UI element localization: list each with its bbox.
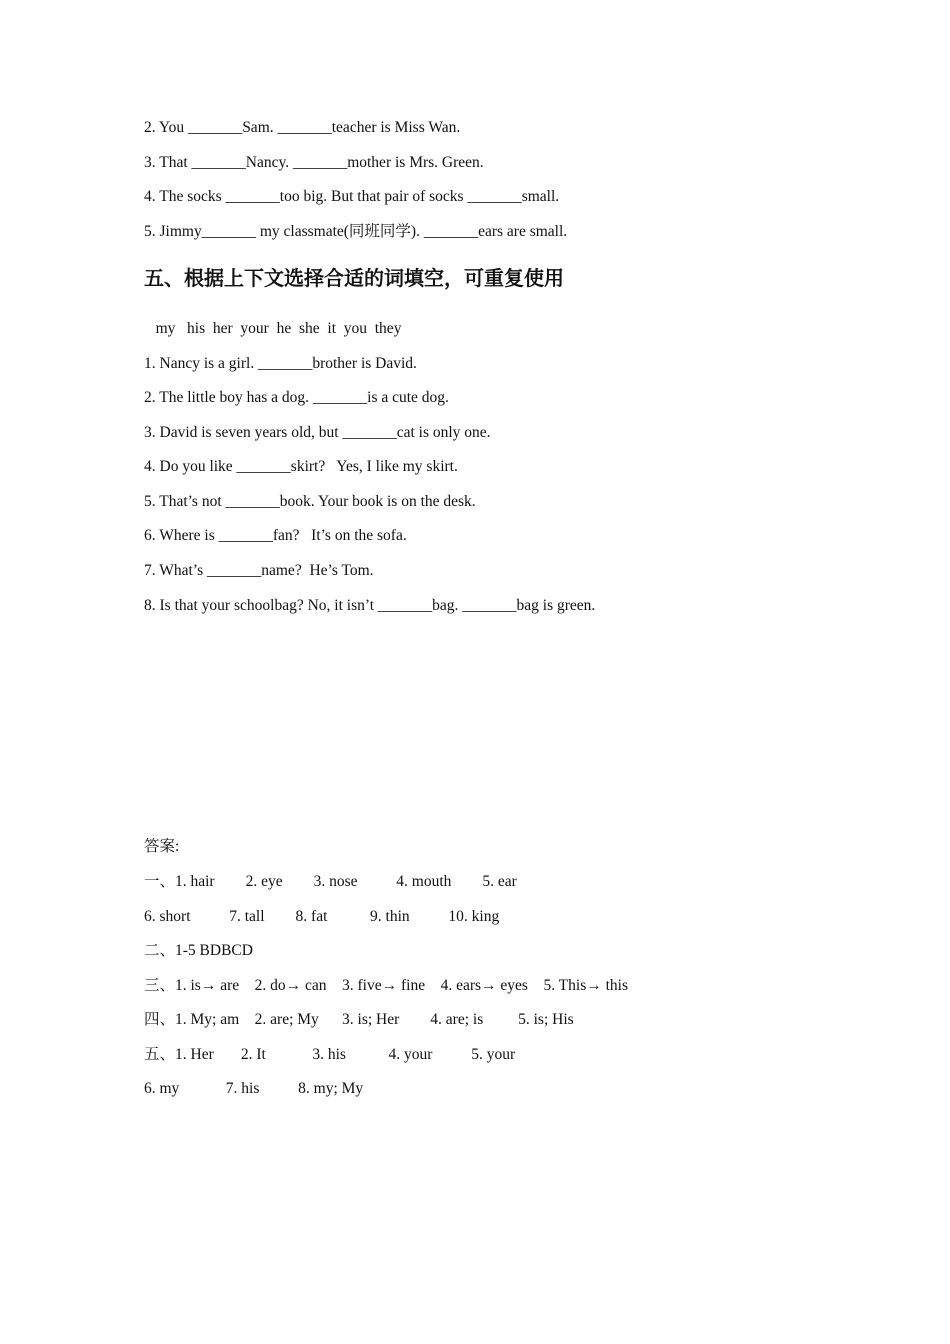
answer-line: 6. short 7. tall 8. fat 9. thin 10. king (144, 908, 500, 925)
answer-line: 一、1. hair 2. eye 3. nose 4. mouth 5. ear (144, 873, 517, 890)
answer-line: 三、1. is→ are 2. do→ can 3. five→ fine 4. ears→ eyes 5. This→ this (144, 977, 629, 994)
section5-title: 五、根据上下文选择合适的词填空，可重复使用 (144, 266, 564, 290)
part4-line: 2. You _______Sam. _______teacher is Miss Wan. (144, 119, 461, 136)
part4-line: 5. Jimmy_______ my classmate(同班同学). _______ears are small. (144, 223, 568, 240)
section5-item: 7. What’s _______name? He’s Tom. (144, 562, 374, 579)
answers-label: 答案: (144, 838, 180, 855)
word-bank: my his her your he she it you they (144, 320, 402, 337)
answer-line: 五、1. Her 2. It 3. his 4. your 5. your (144, 1046, 516, 1063)
section5-item: 5. That’s not _______book. Your book is on the desk. (144, 493, 476, 510)
answer-line: 二、1-5 BDBCD (144, 942, 253, 959)
section5-item: 3. David is seven years old, but _______cat is only one. (144, 424, 491, 441)
section5-item: 2. The little boy has a dog. _______is a cute dog. (144, 389, 449, 406)
section5-item: 6. Where is _______fan? It’s on the sofa. (144, 527, 407, 544)
answer-line: 四、1. My; am 2. are; My 3. is; Her 4. are; is 5. is; His (144, 1011, 574, 1028)
section5-item: 8. Is that your schoolbag? No, it isn’t _______bag. _______bag is green. (144, 597, 596, 614)
part4-line: 3. That _______Nancy. _______mother is Mrs. Green. (144, 154, 484, 171)
part4-line: 4. The socks _______too big. But that pair of socks _______small. (144, 188, 560, 205)
section5-item: 4. Do you like _______skirt? Yes, I like my skirt. (144, 458, 458, 475)
section5-item: 1. Nancy is a girl. _______brother is David. (144, 355, 417, 372)
answer-line: 6. my 7. his 8. my; My (144, 1080, 364, 1097)
